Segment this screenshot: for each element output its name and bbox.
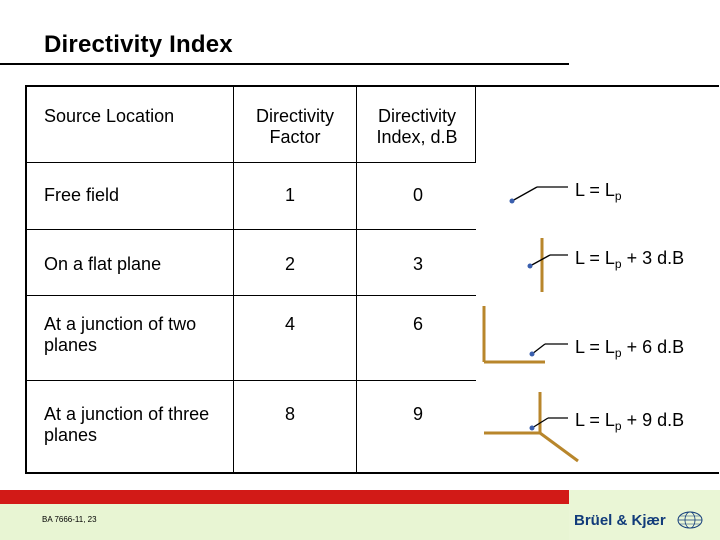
header-index-line2: Index, d.B bbox=[376, 127, 458, 147]
sound-source-dot bbox=[530, 352, 535, 357]
equation-subscript: p bbox=[614, 189, 622, 203]
row-two-planes-line2: planes bbox=[44, 335, 98, 355]
equation-free-field bbox=[575, 180, 622, 203]
equation-text: L = L bbox=[575, 248, 615, 268]
row-flat-plane-location: On a flat plane bbox=[44, 254, 162, 274]
row-three-planes-line2: planes bbox=[44, 425, 98, 445]
leader-line bbox=[530, 255, 550, 266]
equation-suffix: + 3 d.B bbox=[621, 248, 685, 268]
equation-subscript: p bbox=[614, 346, 622, 360]
equation-flat-plane bbox=[575, 248, 684, 271]
page-title: Directivity Index bbox=[44, 31, 233, 58]
row-two-planes-line1: At a junction of two bbox=[44, 314, 197, 334]
equation-subscript: p bbox=[614, 419, 622, 433]
row-flat-plane-factor: 2 bbox=[284, 254, 295, 274]
row-three-planes-line1: At a junction of three bbox=[44, 404, 210, 424]
document-code: BA 7666-11, 23 bbox=[42, 515, 97, 524]
row-three-planes-factor: 8 bbox=[284, 404, 295, 424]
header-factor-line1: Directivity bbox=[255, 106, 334, 126]
header-index-line1: Directivity bbox=[377, 106, 456, 126]
sound-source-dot bbox=[528, 264, 533, 269]
reflecting-plane bbox=[540, 433, 578, 461]
row-free-field-factor: 1 bbox=[284, 185, 295, 205]
equation-suffix: + 9 d.B bbox=[621, 410, 685, 430]
equation-two-planes bbox=[575, 337, 684, 360]
row-two-planes-index: 6 bbox=[412, 314, 423, 334]
row-three-planes-index: 9 bbox=[412, 404, 423, 424]
row-two-planes-factor: 4 bbox=[284, 314, 295, 334]
row-free-field-index: 0 bbox=[412, 185, 423, 205]
equation-suffix: + 6 d.B bbox=[621, 337, 685, 357]
equation-text: L = L bbox=[575, 337, 615, 357]
header-source-location: Source Location bbox=[44, 106, 175, 126]
equation-text: L = L bbox=[575, 410, 615, 430]
leader-line bbox=[512, 187, 537, 201]
equation-text: L = L bbox=[575, 180, 615, 200]
equation-three-planes bbox=[575, 410, 684, 433]
sound-source-dot bbox=[510, 199, 515, 204]
row-flat-plane-index: 3 bbox=[412, 254, 423, 274]
header-factor-line2: Factor bbox=[269, 127, 321, 147]
sound-source-dot bbox=[530, 426, 535, 431]
globe-logo-icon bbox=[677, 511, 703, 529]
row-free-field-location: Free field bbox=[44, 185, 120, 205]
brand-logo-text: Brüel & Kjær bbox=[574, 512, 666, 529]
equation-subscript: p bbox=[614, 257, 622, 271]
